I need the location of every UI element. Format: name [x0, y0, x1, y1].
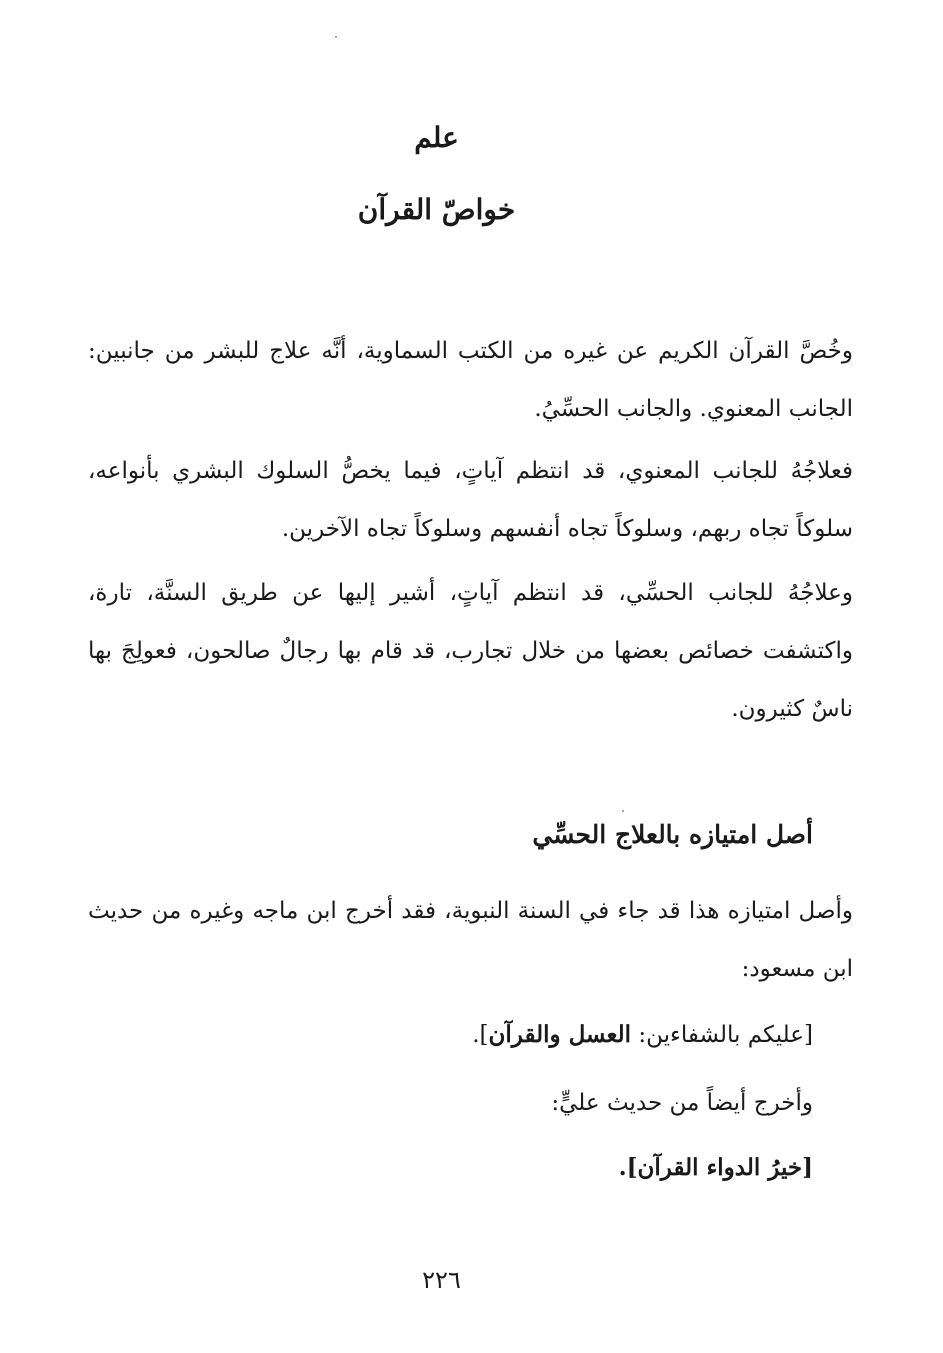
hadith-quote-1-suffix: ].	[472, 1022, 489, 1048]
hadith-quote-2: [خيرُ الدواء القرآن].	[618, 1154, 813, 1181]
hadith-quote-1	[472, 1015, 813, 1055]
chapter-title-line-2: خواصّ القرآن	[357, 193, 516, 226]
paragraph-2-block	[88, 442, 853, 558]
page-number: ٢٢٦	[422, 1266, 461, 1294]
hadith-quote-1-emphasis: العسل والقرآن	[488, 1021, 632, 1048]
scan-speck	[335, 36, 337, 38]
paragraph-1: وخُصَّ القرآن الكريم عن غيره من الكتب السماوية، أنَّه علاج للبشر من جانبين: الجانب المعنوي. والجانب الحسِّيُ.	[88, 338, 853, 422]
section-paragraph: وأصل امتيازه هذا قد جاء في السنة النبوية، فقد أخرج ابن ماجه وغيره من حديث ابن مسعود:	[88, 898, 853, 982]
paragraph-2: فعلاجُهُ للجانب المعنوي، قد انتظم آياتٍ، فيما يخصُّ السلوك البشري بأنواعه، سلوكاً تجاه ربهم، وسلوكاً تجاه أنفسهم وسلوكاً تجاه الآخرين.	[88, 458, 853, 542]
chapter-title-line-1: علم	[414, 121, 459, 154]
paragraph-3-block	[88, 564, 853, 738]
hadith-quote-1-prefix: [عليكم بالشفاءين:	[631, 1022, 813, 1048]
paragraph-3: وعلاجُهُ للجانب الحسِّي، قد انتظم آياتٍ، أشير إليها عن طريق السنَّة، تارة، واكتشفت خصائص بعضها من خلال تجارب، قد قام بها رجالٌ صالحون، فعولِجَ بها ناسٌ كثيرون.	[88, 580, 853, 722]
section-heading: أصل امتيازه بالعلاج الحسِّي	[532, 820, 813, 849]
paragraph-1-block	[88, 322, 853, 438]
narration-line: وأخرج أيضاً من حديث عليٍّ:	[551, 1090, 813, 1116]
scan-speck	[622, 810, 624, 812]
section-paragraph-block	[88, 882, 853, 998]
